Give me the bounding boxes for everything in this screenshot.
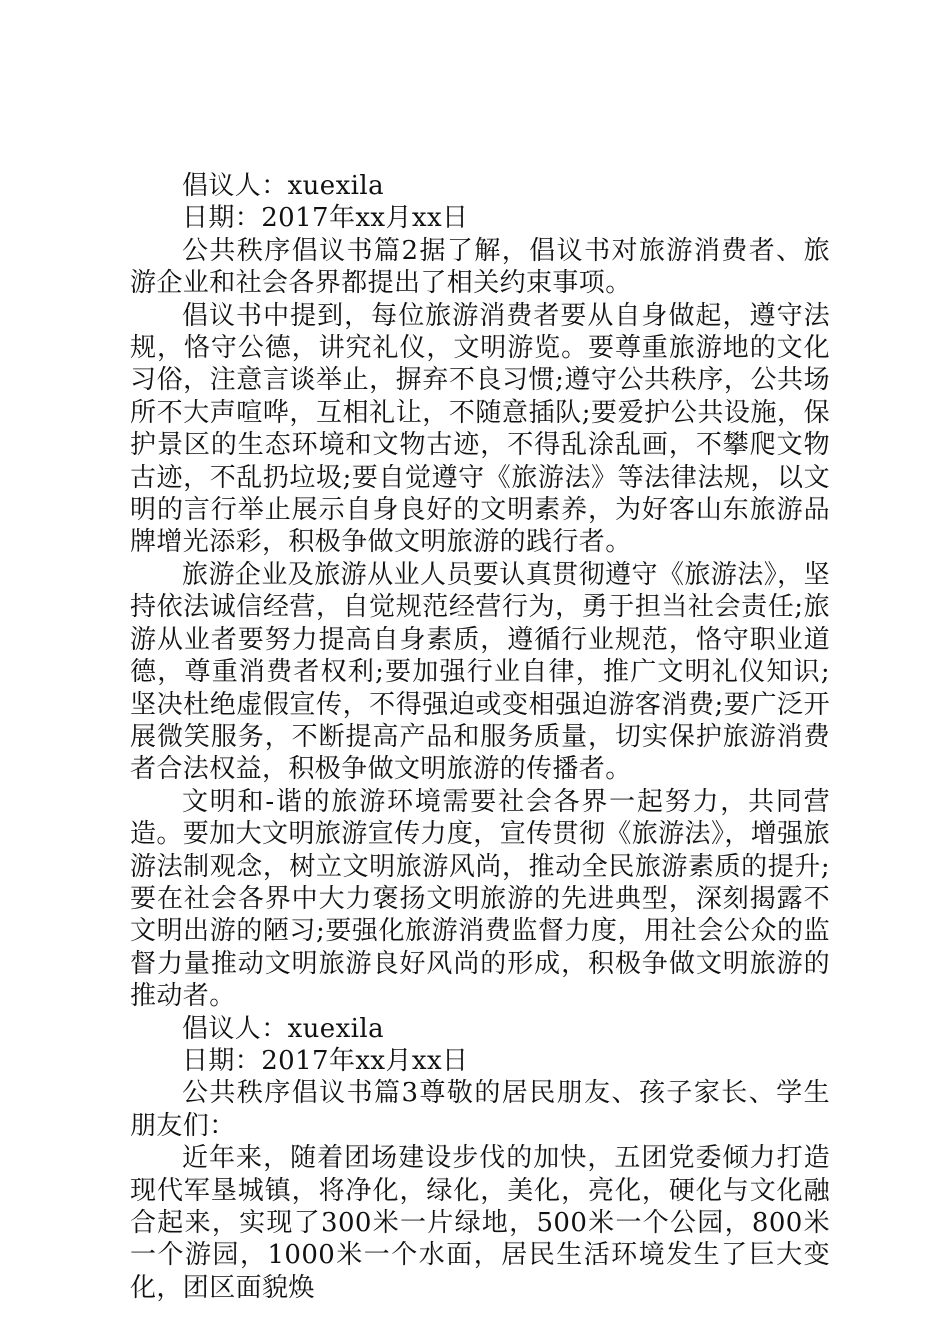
paragraph: 近年来，随着团场建设步伐的加快，五团党委倾力打造现代军垦城镇，将净化，绿化，美化，亮化，硬化与文化融合起来，实现了300米一片绿地，500米一个公园，800米一个游园，1000米一个水面，居民生活环境发生了巨大变化，团区面貌焕: [130, 1143, 830, 1303]
paragraph: 文明和-谐的旅游环境需要社会各界一起努力，共同营造。要加大文明旅游宣传力度，宣传贯彻《旅游法》，增强旅游法制观念，树立文明旅游风尚，推动全民旅游素质的提升;要在社会各界中大力褒扬文明旅游的先进典型，深刻揭露不文明出游的陋习;要强化旅游消费监督力度，用社会公众的监督力量推动文明旅游良好风尚的形成，积极争做文明旅游的推动者。: [130, 786, 830, 1012]
signature-line: 倡议人：xuexila: [182, 1013, 384, 1044]
paragraph: 公共秩序倡议书篇2据了解，倡议书对旅游消费者、旅游企业和社会各界都提出了相关约束事项。: [130, 235, 830, 299]
paragraph: 旅游企业及旅游从业人员要认真贯彻遵守《旅游法》，坚持依法诚信经营，自觉规范经营行为，勇于担当社会责任;旅游从业者要努力提高自身素质，遵循行业规范，恪守职业道德，尊重消费者权利;要加强行业自律，推广文明礼仪知识;坚决杜绝虚假宣传，不得强迫或变相强迫游客消费;要广泛开展微笑服务，不断提高产品和服务质量，切实保护旅游消费者合法权益，积极争做文明旅游的传播者。: [130, 559, 830, 785]
paragraph: 公共秩序倡议书篇3尊敬的居民朋友、孩子家长、学生朋友们：: [130, 1078, 830, 1141]
signature-line: 倡议人：xuexila: [182, 171, 384, 201]
document-body: [130, 170, 830, 1304]
date-line: 日期：2017年xx月xx日: [182, 203, 469, 234]
date-line: 日期：2017年xx月xx日: [182, 1045, 469, 1076]
paragraph: 倡议书中提到，每位旅游消费者要从自身做起，遵守法规，恪守公德，讲究礼仪，文明游览。要尊重旅游地的文化习俗，注意言谈举止，摒弃不良习惯;遵守公共秩序，公共场所不大声喧哗，互相礼让，不随意插队;要爱护公共设施，保护景区的生态环境和文物古迹，不得乱涂乱画，不攀爬文物古迹，不乱扔垃圾;要自觉遵守《旅游法》等法律法规，以文明的言行举止展示自身良好的文明素养，为好客山东旅游品牌增光添彩，积极争做文明旅游的践行者。: [130, 300, 830, 558]
